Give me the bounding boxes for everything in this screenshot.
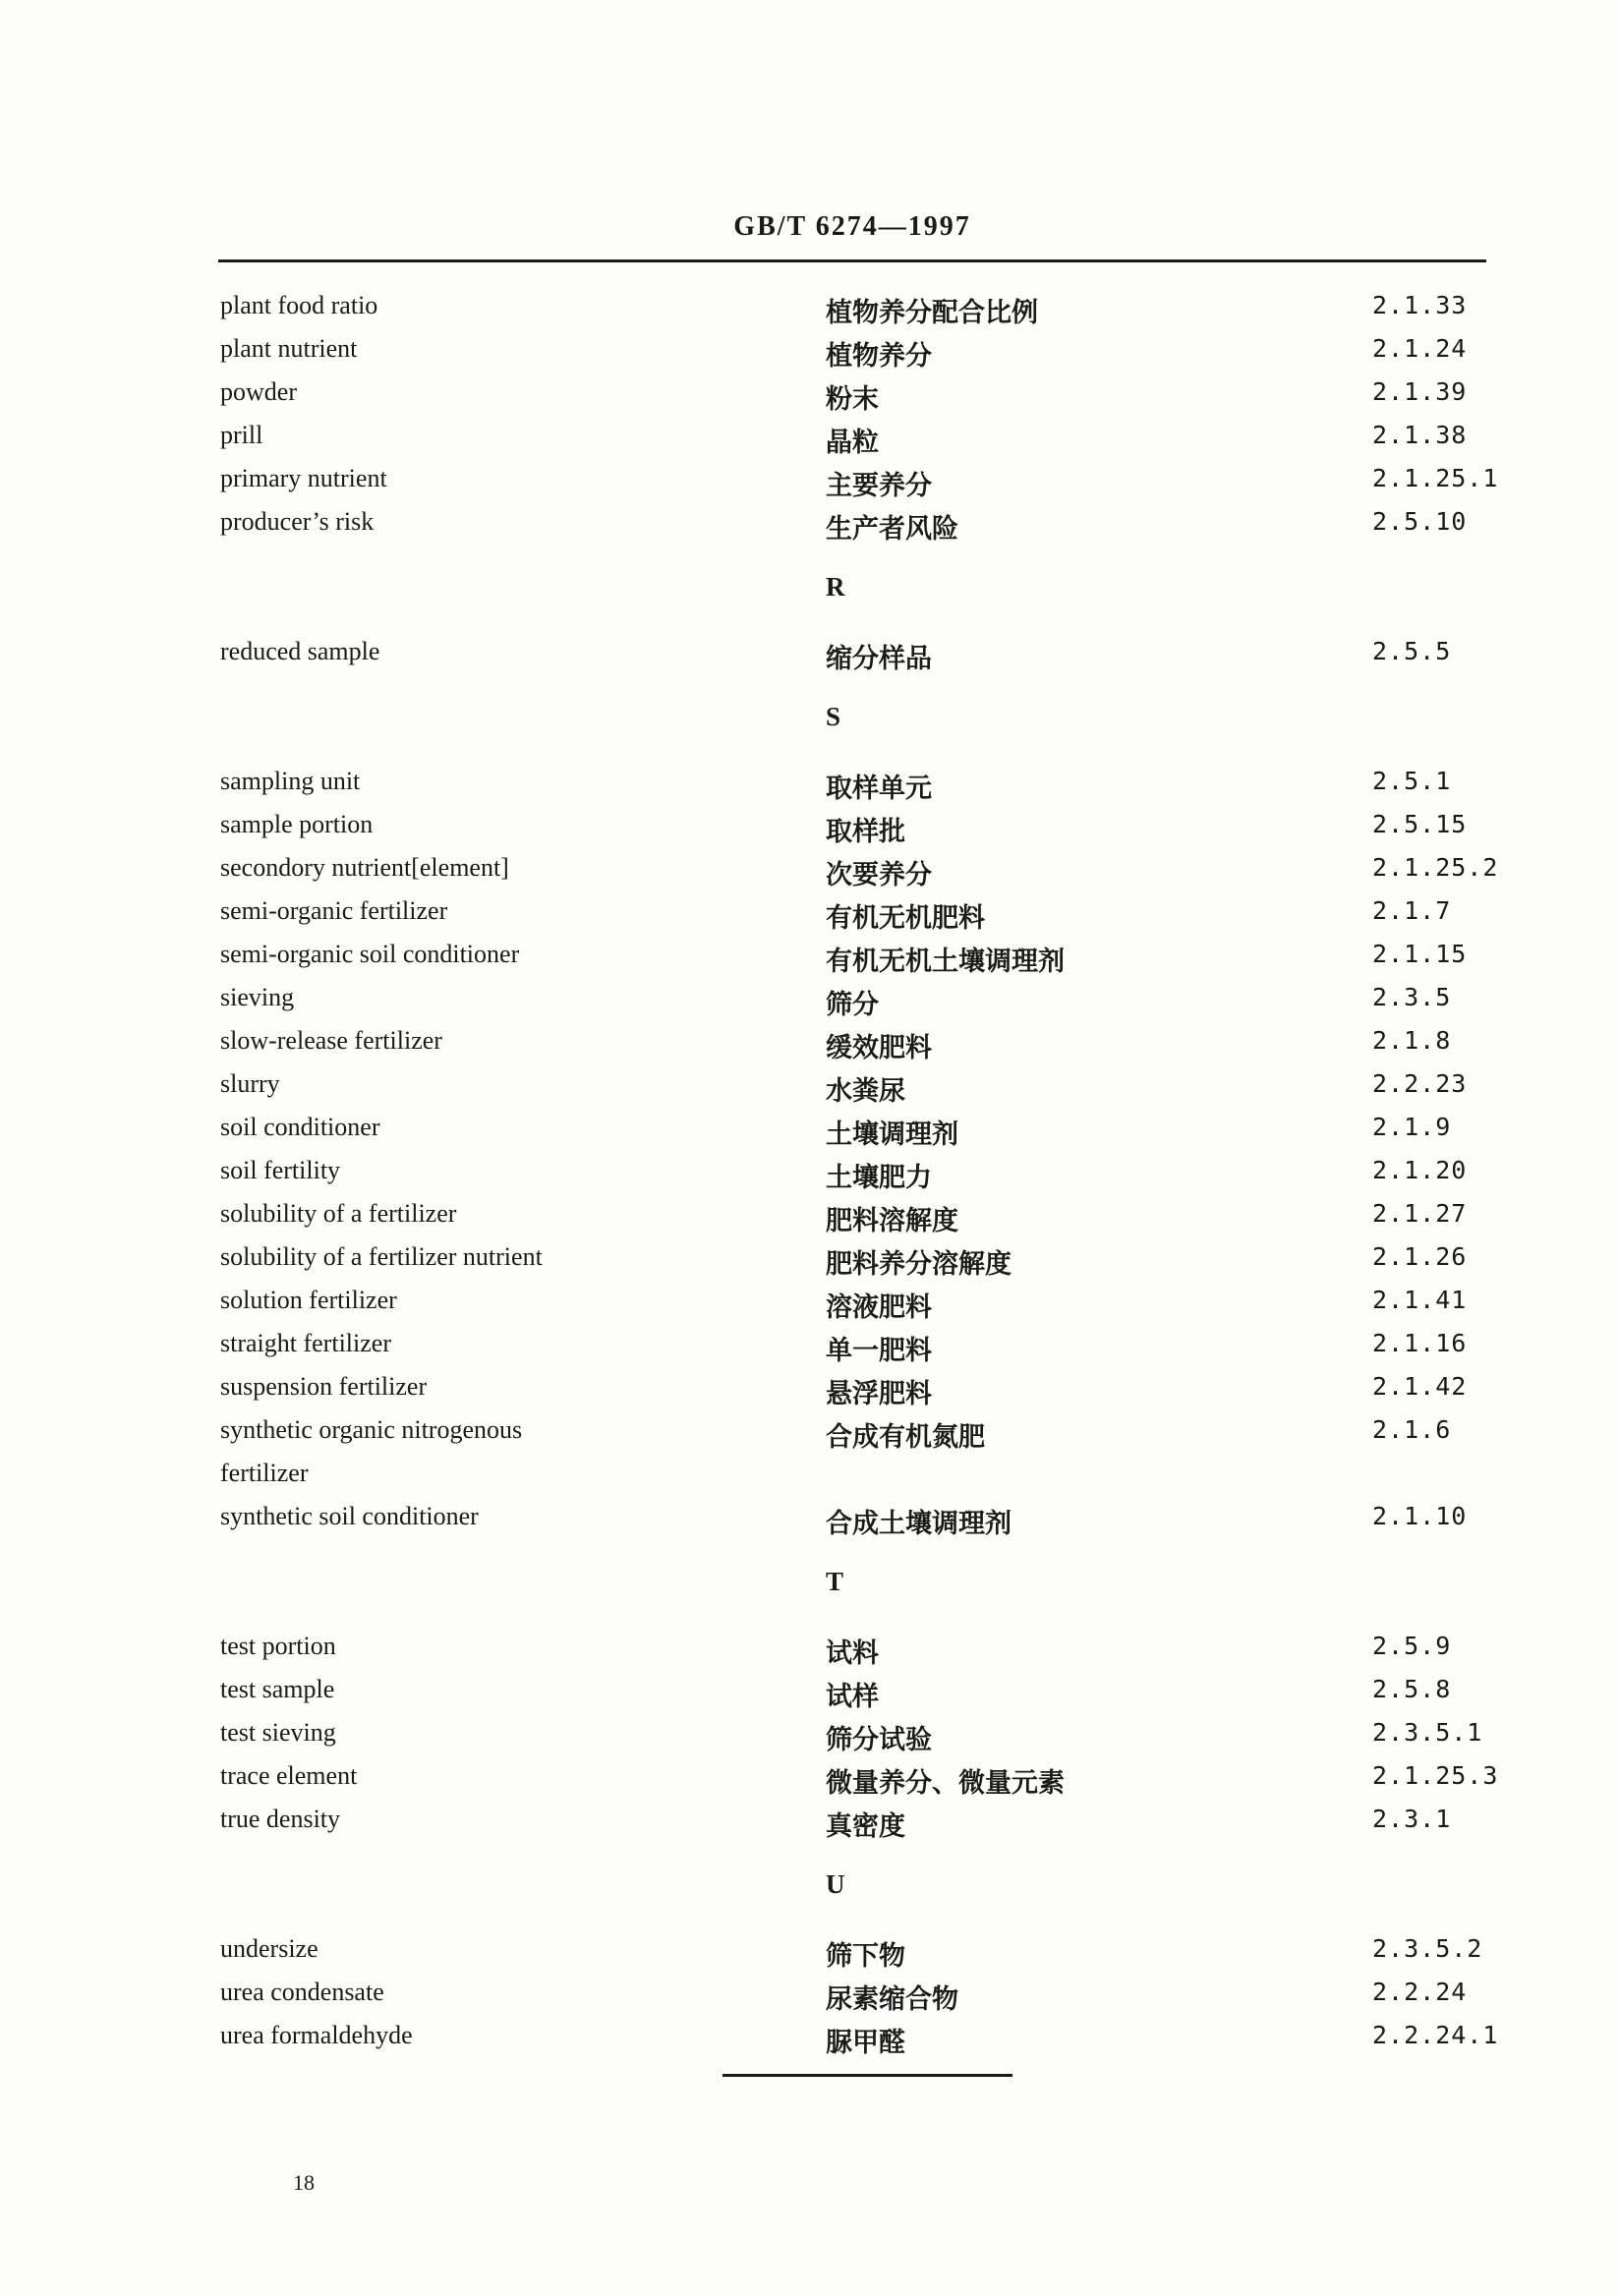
clause-number: 2.1.33 xyxy=(1372,291,1468,319)
index-entry xyxy=(0,1632,1619,1671)
clause-number: 2.5.9 xyxy=(1372,1632,1452,1660)
index-entry xyxy=(0,1459,1619,1498)
clause-number: 2.1.16 xyxy=(1372,1329,1468,1357)
index-entry xyxy=(0,1069,1619,1109)
chinese-term: 晶粒 xyxy=(826,428,879,458)
clause-number: 2.5.1 xyxy=(1372,767,1452,795)
english-term: suspension fertilizer xyxy=(220,1372,428,1401)
clause-number: 2.2.24.1 xyxy=(1372,2021,1499,2049)
english-term: test sieving xyxy=(220,1718,336,1747)
index-entry xyxy=(0,1156,1619,1195)
index-entry xyxy=(0,507,1619,546)
clause-number: 2.1.41 xyxy=(1372,1286,1468,1314)
index-entry xyxy=(0,983,1619,1022)
english-term: sample portion xyxy=(220,810,374,838)
index-entry xyxy=(0,1415,1619,1455)
section-letter xyxy=(0,1567,1619,1606)
clause-number: 2.5.15 xyxy=(1372,810,1468,838)
chinese-term: 主要养分 xyxy=(826,471,932,501)
clause-number: 2.2.23 xyxy=(1372,1069,1468,1098)
chinese-term: 粉末 xyxy=(826,384,879,415)
english-term: soil conditioner xyxy=(220,1113,380,1141)
clause-number: 2.1.26 xyxy=(1372,1242,1468,1271)
chinese-term: 微量养分、微量元素 xyxy=(826,1768,1065,1799)
english-term: solubility of a fertilizer nutrient xyxy=(220,1242,543,1271)
chinese-term: 有机无机土壤调理剂 xyxy=(826,947,1065,977)
chinese-term: 水粪尿 xyxy=(826,1076,905,1107)
chinese-term: 肥料养分溶解度 xyxy=(826,1249,1012,1280)
english-term: undersize xyxy=(220,1934,318,1963)
chinese-term: 植物养分 xyxy=(826,341,932,372)
index-entry xyxy=(0,377,1619,417)
chinese-term: 溶液肥料 xyxy=(826,1292,932,1323)
page-number: 18 xyxy=(293,2170,315,2195)
index-entry xyxy=(0,1675,1619,1714)
clause-number: 2.1.25.1 xyxy=(1372,464,1499,492)
section-letter-text: U xyxy=(826,1869,845,1899)
index-entry xyxy=(0,1026,1619,1065)
index-entry xyxy=(0,1761,1619,1801)
chinese-term: 真密度 xyxy=(826,1811,905,1842)
english-term: straight fertilizer xyxy=(220,1329,391,1357)
index-entry xyxy=(0,1286,1619,1325)
index-entry xyxy=(0,464,1619,503)
english-term: slow-release fertilizer xyxy=(220,1026,442,1055)
chinese-term: 筛下物 xyxy=(826,1941,905,1972)
index-entry xyxy=(0,2021,1619,2060)
clause-number: 2.1.7 xyxy=(1372,896,1452,925)
index-entry xyxy=(0,767,1619,806)
clause-number: 2.3.5 xyxy=(1372,983,1452,1011)
chinese-term: 脲甲醛 xyxy=(826,2028,905,2058)
english-term: reduced sample xyxy=(220,637,380,665)
english-term: solution fertilizer xyxy=(220,1286,397,1314)
clause-number: 2.3.5.2 xyxy=(1372,1934,1483,1963)
english-term: secondory nutrient[element] xyxy=(220,853,509,882)
clause-number: 2.1.24 xyxy=(1372,334,1468,363)
english-term: synthetic organic nitrogenous xyxy=(220,1415,523,1444)
chinese-term: 植物养分配合比例 xyxy=(826,298,1038,328)
english-term: test sample xyxy=(220,1675,335,1703)
chinese-term: 肥料溶解度 xyxy=(826,1206,958,1236)
english-term: semi-organic soil conditioner xyxy=(220,940,520,968)
english-term: sieving xyxy=(220,983,295,1011)
index-entry xyxy=(0,1372,1619,1411)
english-term: powder xyxy=(220,377,297,406)
clause-number: 2.1.25.3 xyxy=(1372,1761,1499,1790)
index-entry xyxy=(0,1329,1619,1368)
index-entry xyxy=(0,896,1619,936)
chinese-term: 缩分样品 xyxy=(826,644,932,674)
english-term: soil fertility xyxy=(220,1156,341,1184)
english-term: semi-organic fertilizer xyxy=(220,896,448,925)
english-term: plant food ratio xyxy=(220,291,378,319)
clause-number: 2.2.24 xyxy=(1372,1978,1468,2006)
chinese-term: 取样批 xyxy=(826,817,905,847)
section-letter xyxy=(0,702,1619,741)
english-term: urea condensate xyxy=(220,1978,384,2006)
english-term: urea formaldehyde xyxy=(220,2021,413,2049)
english-term: producer’s risk xyxy=(220,507,375,536)
index-entry xyxy=(0,334,1619,373)
english-term: plant nutrient xyxy=(220,334,358,363)
chinese-term: 悬浮肥料 xyxy=(826,1379,932,1409)
chinese-term: 尿素缩合物 xyxy=(826,1984,958,2015)
english-term: trace element xyxy=(220,1761,358,1790)
clause-number: 2.5.8 xyxy=(1372,1675,1452,1703)
index-entry xyxy=(0,421,1619,460)
clause-number: 2.1.42 xyxy=(1372,1372,1468,1401)
clause-number: 2.3.5.1 xyxy=(1372,1718,1483,1747)
clause-number: 2.1.27 xyxy=(1372,1199,1468,1228)
clause-number: 2.1.25.2 xyxy=(1372,853,1499,882)
clause-number: 2.1.9 xyxy=(1372,1113,1452,1141)
english-term: sampling unit xyxy=(220,767,361,795)
chinese-term: 合成土壤调理剂 xyxy=(826,1509,1012,1539)
english-term: solubility of a fertilizer xyxy=(220,1199,457,1228)
english-term: primary nutrient xyxy=(220,464,387,492)
clause-number: 2.1.6 xyxy=(1372,1415,1452,1444)
section-letter-text: S xyxy=(826,702,841,731)
page-header: GB/T 6274—1997 xyxy=(733,211,971,242)
clause-number: 2.5.10 xyxy=(1372,507,1468,536)
clause-number: 2.3.1 xyxy=(1372,1805,1452,1833)
clause-number: 2.1.39 xyxy=(1372,377,1468,406)
chinese-term: 缓效肥料 xyxy=(826,1033,932,1063)
index-entry xyxy=(0,291,1619,330)
index-entry xyxy=(0,1718,1619,1757)
chinese-term: 试样 xyxy=(826,1682,879,1712)
index-entry xyxy=(0,1805,1619,1844)
chinese-term: 土壤肥力 xyxy=(826,1163,932,1193)
clause-number: 2.1.8 xyxy=(1372,1026,1452,1055)
chinese-term: 有机无机肥料 xyxy=(826,903,985,934)
clause-number: 2.5.5 xyxy=(1372,637,1452,665)
index-entry xyxy=(0,1502,1619,1541)
section-letter-text: R xyxy=(826,572,845,602)
clause-number: 2.1.15 xyxy=(1372,940,1468,968)
chinese-term: 合成有机氮肥 xyxy=(826,1422,985,1453)
english-term: prill xyxy=(220,421,263,449)
chinese-term: 土壤调理剂 xyxy=(826,1119,958,1150)
chinese-term: 取样单元 xyxy=(826,774,932,804)
index-entry xyxy=(0,810,1619,849)
index-entry xyxy=(0,1242,1619,1282)
clause-number: 2.1.38 xyxy=(1372,421,1468,449)
section-letter xyxy=(0,1869,1619,1909)
clause-number: 2.1.10 xyxy=(1372,1502,1468,1530)
index-entry xyxy=(0,1978,1619,2017)
chinese-term: 生产者风险 xyxy=(826,514,958,545)
clause-number: 2.1.20 xyxy=(1372,1156,1468,1184)
footer-rule xyxy=(723,2074,1012,2077)
index-entry xyxy=(0,1934,1619,1974)
section-letter-text: T xyxy=(826,1567,844,1596)
english-term: synthetic soil conditioner xyxy=(220,1502,479,1530)
index-entry xyxy=(0,940,1619,979)
section-letter xyxy=(0,572,1619,611)
index-entry xyxy=(0,1113,1619,1152)
english-term: true density xyxy=(220,1805,341,1833)
english-term: fertilizer xyxy=(220,1459,309,1487)
chinese-term: 单一肥料 xyxy=(826,1336,932,1366)
index-entry xyxy=(0,853,1619,892)
index-entry xyxy=(0,1199,1619,1238)
chinese-term: 试料 xyxy=(826,1638,879,1669)
index-entry xyxy=(0,637,1619,676)
chinese-term: 筛分 xyxy=(826,990,879,1020)
chinese-term: 筛分试验 xyxy=(826,1725,932,1755)
english-term: slurry xyxy=(220,1069,280,1098)
english-term: test portion xyxy=(220,1632,336,1660)
chinese-term: 次要养分 xyxy=(826,860,932,890)
